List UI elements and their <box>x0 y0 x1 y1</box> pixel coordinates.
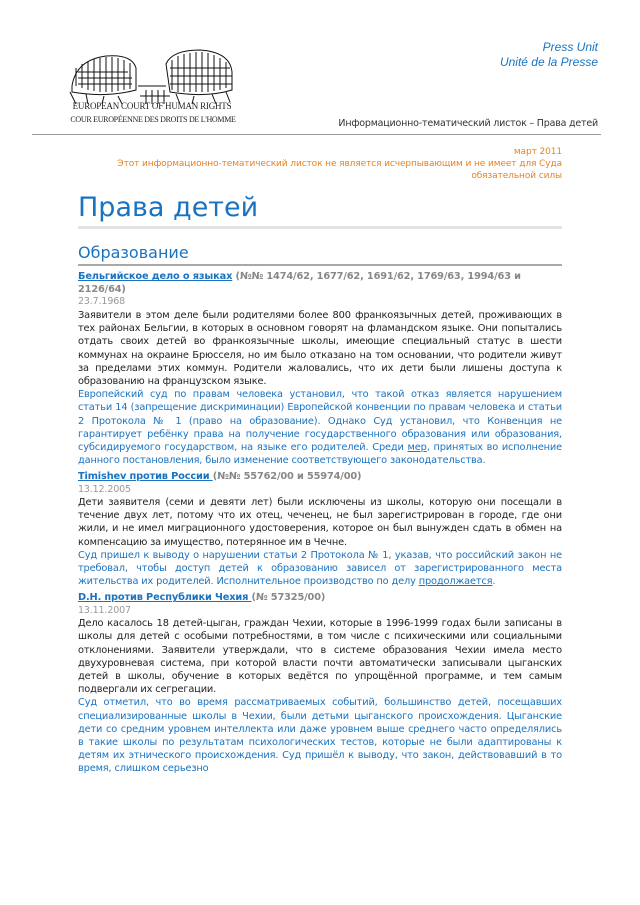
page-title: Права детей <box>78 192 259 223</box>
ruling-text: Суд отметил, что во время рассматриваемых событий, большинство детей, посещавших специализированные школы в Чехии, были детьми цыганского происхождения. Цыганские дети со средним уровнем интеллекта или даже уровнем выше среднего часто определялись в такие школы по результатам психологических тестов, которые не были адаптированы к детям их этнического происхождения. Суд пришёл к выводу, что закон, действовавший в то время, слишком серьезно <box>78 697 562 775</box>
case-ruling <box>78 696 562 775</box>
case-heading <box>78 470 562 483</box>
case-facts: Дело касалось 18 детей-цыган, граждан Чехии, которые в 1996-1999 годах были записаны в школы для детей с особыми потребностями, в том числе с психическими или социальными отклонениями. Заявители утверждали, что в системе образования Чехии имела место двухуровневая система, при которой власти почти автоматически записывали цыганских детей в школы, обучение в которых ведётся по упрощённой программе, и тем самым подвергали их сегрегации. <box>78 618 562 696</box>
header-divider <box>32 134 601 135</box>
press-unit <box>500 40 598 70</box>
court-name-en: EUROPEAN COURT OF HUMAN RIGHTS <box>72 101 232 111</box>
section-divider <box>78 264 562 266</box>
ruling-text: Европейский суд по правам человека установил, что такой отказ является нарушением статьи 14 (запрещение дискриминации) Европейской конвенции по правам человека и статьи 2 Протокола № 1 (право на образование). Однако Суд установил, что Конвенция не гарантирует ребёнку права на получение государственного образования или образования, субсидируемого государством, на языке его родителей. Среди <box>78 389 562 453</box>
case-date: 23.7.1968 <box>78 296 125 308</box>
case-heading <box>78 591 562 604</box>
execution-link[interactable]: продолжается <box>418 576 493 588</box>
title-divider <box>78 226 562 229</box>
case-list <box>78 270 562 776</box>
ruling-text-end: , принятых во исполнение данного постановления, было изменение соответствующего законодательства. <box>78 441 562 467</box>
case-date: 13.12.2005 <box>78 483 131 495</box>
ruling-text-end: . <box>492 576 496 588</box>
case-facts: Дети заявителя (семи и девяти лет) были исключены из школы, которую они посещали в течение двух лет, потому что их отец, чеченец, не был зарегистрирован в городе, где они жили, и не имел миграционного удостоверения, которое он был вынужден сдать в обмен на компенсацию за имущество, потерянное им в Чечне. <box>78 497 562 548</box>
case-item <box>78 470 562 588</box>
case-numbers: (№№ 1474/62, 1677/62, 1691/62, 1769/63, 1994/63 и 2126/64) <box>78 271 521 296</box>
case-numbers: (№№ 55762/00 и 55974/00) <box>212 471 362 483</box>
ruling-text: Суд пришел к выводу о нарушении статьи 2 Протокола № 1, указав, что российский закон не требовал, чтобы доступ детей к образованию зависел от зарегистрированного места жительства их родителей. Исполнительное производство по делу <box>78 549 562 588</box>
disclaimer-date: март 2011 <box>513 147 562 157</box>
case-item <box>78 270 562 467</box>
disclaimer <box>78 146 562 182</box>
sheet-title: Информационно-тематический листок – Права детей <box>338 118 598 129</box>
case-numbers: (№ 57325/00) <box>251 592 326 604</box>
disclaimer-text: Этот информационно-тематический листок не является исчерпывающим и не имеет для Суда обязательной силы <box>117 159 562 181</box>
case-date: 13.11.2007 <box>78 604 131 616</box>
case-link[interactable]: Timishev против России <box>78 471 213 483</box>
press-unit-fr: Unité de la Presse <box>499 55 598 69</box>
case-ruling <box>78 549 562 589</box>
case-link[interactable]: Бельгийское дело о языках <box>78 271 233 282</box>
case-heading <box>78 270 562 296</box>
case-ruling <box>78 388 562 467</box>
case-link[interactable]: D.H. против Республики Чехия <box>78 592 252 604</box>
court-name-fr: COUR EUROPÉENNE DES DROITS DE L'HOMME <box>70 115 236 124</box>
case-item <box>78 591 562 775</box>
case-facts: Заявители в этом деле были родителями более 800 франкоязычных детей, проживающих в тех районах Бельгии, в которых в основном говорят на фламандском языке. Они попытались отдать своих детей во франкоязычные школы, имеющие специальный статус в шести коммунах на окраине Брюсселя, но им было отказано на том основании, что родители живут за пределами этих коммун. Родители жаловались, что их дети были лишены доступа к образованию на французском языке. <box>78 309 562 387</box>
measures-link[interactable]: мер <box>407 441 427 453</box>
press-unit-en: Press Unit <box>542 40 598 54</box>
section-title: Образование <box>78 243 189 262</box>
